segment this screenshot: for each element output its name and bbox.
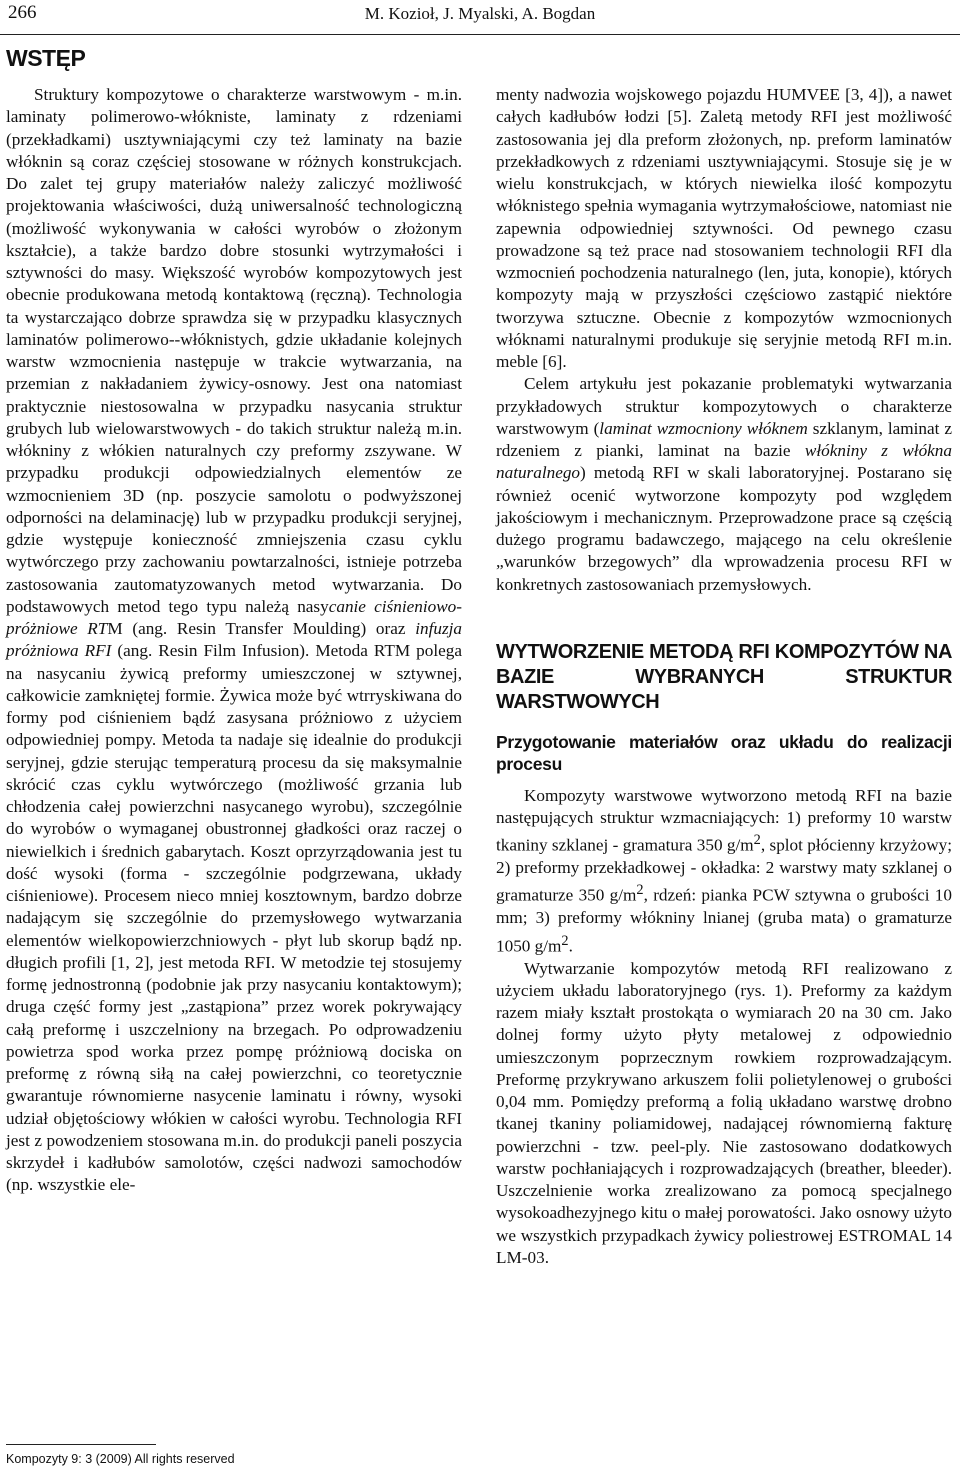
paragraph-text: szklanym, laminat z rdzeniem z pianki, laminat na bazie: [496, 418, 952, 460]
section-heading: WYTWORZENIE METODĄ RFI KOMPOZYTÓW NA BAZIE WYBRANYCH STRUKTUR WARSTWOWYCH: [496, 640, 952, 713]
paragraph-text: ) metodą RFI w skali laboratoryjnej. Postarano się również ocenić wytworzone kompozyty pod względem jakościowym i mechanicznym. Przeprowadzone prace są częścią dużego programu badawczego, mającego na celu określenie „warunków brzegowych” dla wprowadzenia procesu RFI w konkretnych zastosowaniach przemysłowych.: [496, 463, 952, 594]
subsection-heading: Przygotowanie materiałów oraz układu do realizacji procesu: [496, 731, 952, 774]
paragraph-text: Celem artykułu jest pokazanie problematyki wytwarzania przykładowych struktur kompozytowych o charakterze warstwowym (: [496, 374, 952, 438]
paragraph-text: .: [568, 936, 573, 956]
italic-term: canie ciśnieniowo-próżniowe RT: [6, 596, 462, 638]
right-column: [496, 84, 952, 1269]
paragraph-text: nasy: [297, 596, 329, 616]
footer-rule: [6, 1444, 156, 1445]
body-paragraph: Wytwarzanie kompozytów metodą RFI realizowano z użyciem układu laboratoryjnego (rys. 1). Preformy za każdym razem miały kształt prostokąta o wymiarach 20 na 30 cm. Jako dolnej formy użyto płyty metalowej z odpowiednio umieszczonym poprzecznym rowkiem rozprowadzającym. Preformę przykrywano arkuszem folii polietylenowej o grubości 0,04 mm. Pomiędzy preformą a folią układano warstwę drobno tkanej tkaniny poliamidowej, nadającej równomierną fakturę powierzchni - tzw. peel-ply. Nie zastosowano dodatkowych warstw pochłaniających i rozprowadzających (breather, bleeder). Uszczelnienie worka zrealizowano za pomocą specjalnego wysokoadhezyjnego kitu o małej porowatości. Jako osnowy użyto we wszystkich przypadkach żywicy poliestrowej ESTROMAL 14 LM-03.: [496, 958, 952, 1267]
superscript: 2: [636, 882, 644, 899]
body-paragraph: [496, 373, 952, 596]
paragraph-text: Struktury kompozytowe o charakterze warstwowym - m.in. laminaty polimerowo-włókniste, laminaty z rdzeniami (przekładkami) usztywniającymi czy też laminaty na bazie włóknin są coraz częściej stosowane w różnych konstrukcjach. Do zalet tej grupy materiałów należy zaliczyć możliwość projektowania właściwości, dużą uniwersalność technologiczną (możliwość wykonywania w całości wyrobów o złożonym kształcie), a także bardzo dobre stosunki wytrzymałości i sztywności do masy. Większość wyrobów kompozytowych jest obecnie produkowana metodą kontaktową (ręczną). Technologia ta wystarczająco dobrze sprawdza się w przypadku klasycznych laminatów polimerowo--włóknistych, gdzie układanie kolejnych warstw wzmocnienia następuje w trakcie wytwarzania, na przemian z nakładaniem żywicy-osnowy. Jest ona natomiast praktycznie niestosowalna w przypadku nasycania struktur grubych lub wielowarstwowych - do takich struktur należą m.in. włókniny z włókien naturalnych czy preformy zszywane. W przypadku produkcji odpowiedzialnych elementów ze wzmocnieniem 3D (np. poszycie samolotu o podwyższonej odporności na delaminację) lub w przypadku produkcji seryjnej, gdzie występuje konieczność zmniejszenia czasu cyklu wytwórczego przy zachowaniu powtarzalności, istnieje potrzeba zastosowania zautomatyzowanych metod wytwarzania. Do podstawowych metod tego typu należą: [6, 85, 462, 616]
body-paragraph-continued: menty nadwozia wojskowego pojazdu HUMVEE [3, 4]), a nawet całych kadłubów łodzi [5]. Zaletą metody RFI jest możliwość zastosowania jej dla preform złożonych, np. preform laminatów przekładkowych z rdzeniami usztywniającymi. Stosuje się je w wielu konstrukcjach, w których niewielka ilość kompozytu włóknistego spełnia wymagania wytrzymałościowe, natomiast nie zapewnia odpowiedniej sztywności. Od pewnego czasu prowadzone są też prace nad stosowaniem technologii RFI dla wzmocnień pochodzenia naturalnego (len, juta, konopie), których kompozyty mają w przyszłości częściowo zastąpić niektóre tworzywa sztuczne. Obecnie z kompozytów wzmocnionych włóknami naturalnymi produkuje się seryjnie metodą RFI m.in. meble [6].: [496, 85, 952, 371]
superscript: 2: [753, 832, 761, 849]
body-paragraph: [496, 785, 952, 958]
section-heading-introduction: WSTĘP: [6, 45, 86, 71]
footer-text: Kompozyty 9: 3 (2009) All rights reserved: [6, 1452, 235, 1466]
italic-term: włókniny z włókna naturalnego: [496, 441, 952, 483]
italic-term: infuzja próżniowa RFI: [6, 619, 462, 661]
paragraph-text: M (ang. Resin Transfer Moulding) oraz: [107, 619, 416, 638]
paragraph-text: (ang. Resin Film Infusion). Metoda RTM polega na nasycaniu żywicą preformy umieszczonej w sztywnej, całkowicie zamkniętej formie. Żywica może być wtrryskiwana do formy pod ciśnieniem bądź zasysana próżniowo z użyciem odpowiedniej pompy. Metoda ta nadaje się idealnie do produkcji seryjnej, gdzie sterując temperaturą procesu da się maksymalnie skrócić czas cyklu wytwórczego (możliwość grzania lub chłodzenia całej powierzchni nasycanego wyrobu), szczególnie do wyrobów o wymaganej obustronnej gładkości oraz raczej o niewielkich i średnich gabarytach. Koszt oprzyrządowania jest tu dość wysoki (forma - szczególnie podgrzewana, układy ciśnieniowe). Procesem nieco mniej kosztownym, bardzo dobrze nadającym się szczególnie do przemysłowego wytwarzania elementów wielkopowierzchniowych - płyt lub skorup bądź np. długich profili [1, 2], jest metoda RFI. W metodzie tej stosujemy formę jednostronną (podobnie jak przy nasycaniu kontaktowym); druga część formy jest „zastąpiona” przez worek pokrywający całą preformę i uszczelniony na brzegach. Po odprowadzeniu powietrza spod worka przez pompę próżniową dociska on preformę z równą siłą na całej powierzchni, co teoretycznie gwarantuje równomierne nasycenie laminatu i równy, wysoki udział objętościowy włókien w całości wyrobu. Technologia RFI jest z powodzeniem stosowana m.in. do produkcji paneli poszycia skrzydeł i kadłubów samolotów, części nadwozi samochodów (np. wszystkie ele-: [6, 641, 462, 1195]
paragraph-text: Kompozyty warstwowe wytworzono metodą RFI na bazie następujących struktur wzmacniających: 1) preformy 10 warstw tkaniny szklanej - gramatura 350 g/m: [496, 785, 952, 855]
running-header: [0, 0, 960, 35]
body-paragraph: [6, 84, 462, 1197]
left-column: [6, 44, 462, 1197]
page-number: 266: [8, 2, 37, 23]
paragraph-text: , rdzeń: pianka PCW sztywna o grubości 10 mm; 3) preformy włókniny lnianej (gruba mata) o gramaturze 1050 g/m: [496, 886, 952, 956]
running-header-authors: M. Kozioł, J. Myalski, A. Bogdan: [364, 4, 596, 23]
italic-term: laminat wzmocniony włóknem: [599, 418, 808, 438]
superscript: 2: [561, 932, 569, 949]
paragraph-text: , splot płócienny krzyżowy; 2) preformy przekładkowej - okładka: 2 warstwy maty szklanej o gramaturze 350 g/m: [496, 835, 952, 906]
